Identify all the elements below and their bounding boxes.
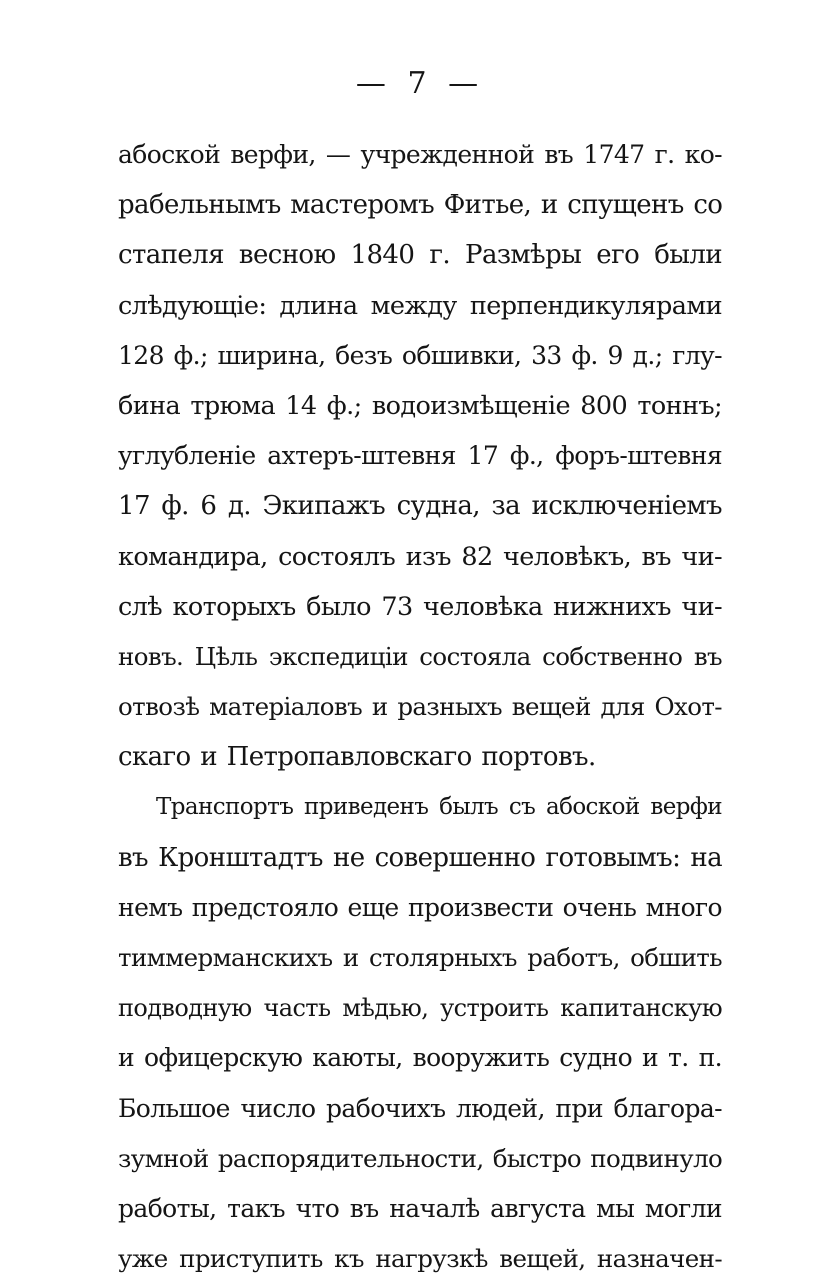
text-line: уже приступить къ нагрузкѣ вещей, назначен- <box>118 1244 722 1274</box>
text-line: скаго и Петропавловскаго портовъ. <box>118 742 596 773</box>
text-line: подводную часть мѣдью, устроить капитанскую <box>118 994 722 1023</box>
text-line: рабельнымъ мастеромъ Фитье, и спущенъ со <box>118 190 722 221</box>
text-line: зумной распорядительности, быстро подвинуло <box>118 1143 722 1173</box>
text-line: въ Кронштадтъ не совершенно готовымъ: на <box>118 842 722 873</box>
text-line: немъ предстояло еще произвести очень много <box>118 892 722 922</box>
text-line: стапеля весною 1840 г. Размѣры его были <box>118 240 722 271</box>
text-line: работы, такъ что въ началѣ августа мы могли <box>118 1193 722 1223</box>
text-line: слѣдующіе: длина между перпендикулярами <box>118 290 722 321</box>
text-line: абоской верфи, — учрежденной въ 1747 г. ко- <box>118 140 722 169</box>
body-text <box>118 130 722 1284</box>
text-line: отвозѣ матеріаловъ и разныхъ вещей для Охот- <box>118 692 722 722</box>
text-line: бина трюма 14 ф.; водоизмѣщеніе 800 тоннъ; <box>118 390 722 421</box>
text-line: углубленіе ахтеръ-штевня 17 ф., форъ-штевня <box>118 441 722 471</box>
text-line: 128 ф.; ширина, безъ обшивки, 33 ф. 9 д.; глу- <box>118 340 722 370</box>
text-line: командира, состоялъ изъ 82 человѣкъ, въ чи- <box>118 541 722 572</box>
text-line: Большое число рабочихъ людей, при благора- <box>118 1093 722 1123</box>
page-number: — 7 — <box>355 66 485 101</box>
text-line: слѣ которыхъ было 73 человѣка нижнихъ чи- <box>118 591 722 622</box>
text-line: 17 ф. 6 д. Экипажъ судна, за исключеніемъ <box>118 491 722 522</box>
text-line: Транспортъ приведенъ былъ съ абоской верфи <box>156 794 722 821</box>
text-line: и офицерскую каюты, вооружить судно и т. п. <box>118 1043 722 1073</box>
text-line: тиммерманскихъ и столярныхъ работъ, обшить <box>118 943 722 972</box>
text-line: новъ. Цѣль экспедиціи состояла собственно въ <box>118 641 722 671</box>
